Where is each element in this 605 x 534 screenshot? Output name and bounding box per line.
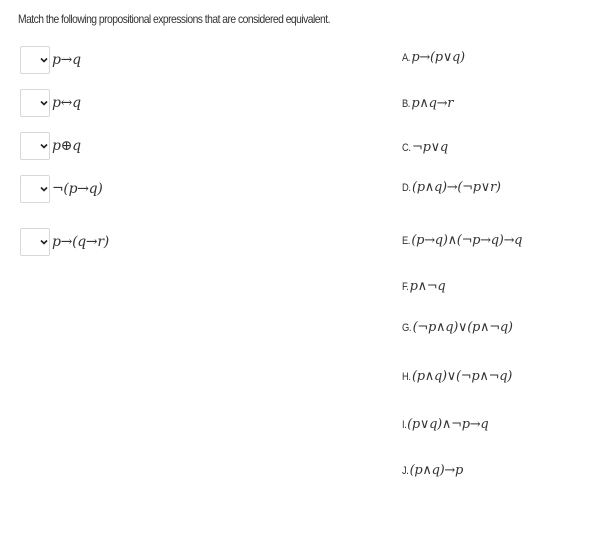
option-expression: p∧q→r — [411, 96, 454, 111]
option-expression: (¬p∧q)∨(p∧¬q) — [412, 320, 513, 335]
option-expression: (p∧q)∨(¬p∧¬q) — [412, 369, 513, 384]
option-expression: ¬p∨q — [412, 140, 448, 155]
answer-select-4[interactable] — [20, 175, 50, 203]
option-label: G. — [402, 322, 412, 334]
answer-select-1[interactable] — [20, 46, 50, 74]
option-expression: (p∧q)→(¬p∨r) — [412, 180, 501, 195]
option-label: B. — [402, 98, 410, 110]
answer-select-5[interactable] — [20, 228, 50, 256]
question-expression: ¬(p→q) — [52, 181, 103, 197]
option-d — [402, 180, 501, 195]
match-row-4 — [20, 174, 103, 204]
option-label: E. — [402, 235, 410, 247]
option-expression: (p→q)∧(¬p→q)→q — [411, 233, 523, 248]
question-expression: p→q — [52, 52, 81, 68]
option-c — [402, 140, 448, 155]
option-j — [402, 463, 463, 478]
match-row-1 — [20, 45, 81, 75]
answer-select-3[interactable] — [20, 132, 50, 160]
option-label: J. — [402, 465, 409, 477]
option-expression: (p∨q)∧¬p→q — [407, 417, 489, 432]
option-label: D. — [402, 182, 411, 194]
question-expression: p⊕q — [52, 138, 81, 154]
answer-select-2[interactable] — [20, 89, 50, 117]
question-expression: p→(q→r) — [52, 234, 109, 250]
option-expression: (p∧q)→p — [409, 463, 463, 478]
option-a — [402, 50, 465, 65]
option-b — [402, 96, 453, 111]
option-label: F. — [402, 281, 409, 293]
option-h — [402, 369, 512, 384]
chevron-down-icon — [40, 185, 48, 193]
match-row-3 — [20, 131, 81, 161]
question-instruction: Match the following propositional expressions that are considered equivalent. — [18, 12, 330, 26]
option-label: C. — [402, 142, 411, 154]
match-row-2 — [20, 88, 81, 118]
option-i — [402, 417, 488, 432]
option-expression: p→(p∨q) — [411, 50, 465, 65]
option-label: H. — [402, 371, 411, 383]
option-e — [402, 233, 522, 248]
match-row-5 — [20, 227, 109, 257]
option-label: A. — [402, 52, 410, 64]
chevron-down-icon — [40, 142, 48, 150]
option-f — [402, 279, 445, 294]
option-label: I. — [402, 419, 407, 431]
chevron-down-icon — [40, 238, 48, 246]
chevron-down-icon — [40, 99, 48, 107]
chevron-down-icon — [40, 56, 48, 64]
option-expression: p∧¬q — [409, 279, 446, 294]
question-expression: p↔q — [52, 95, 81, 111]
option-g — [402, 320, 513, 335]
